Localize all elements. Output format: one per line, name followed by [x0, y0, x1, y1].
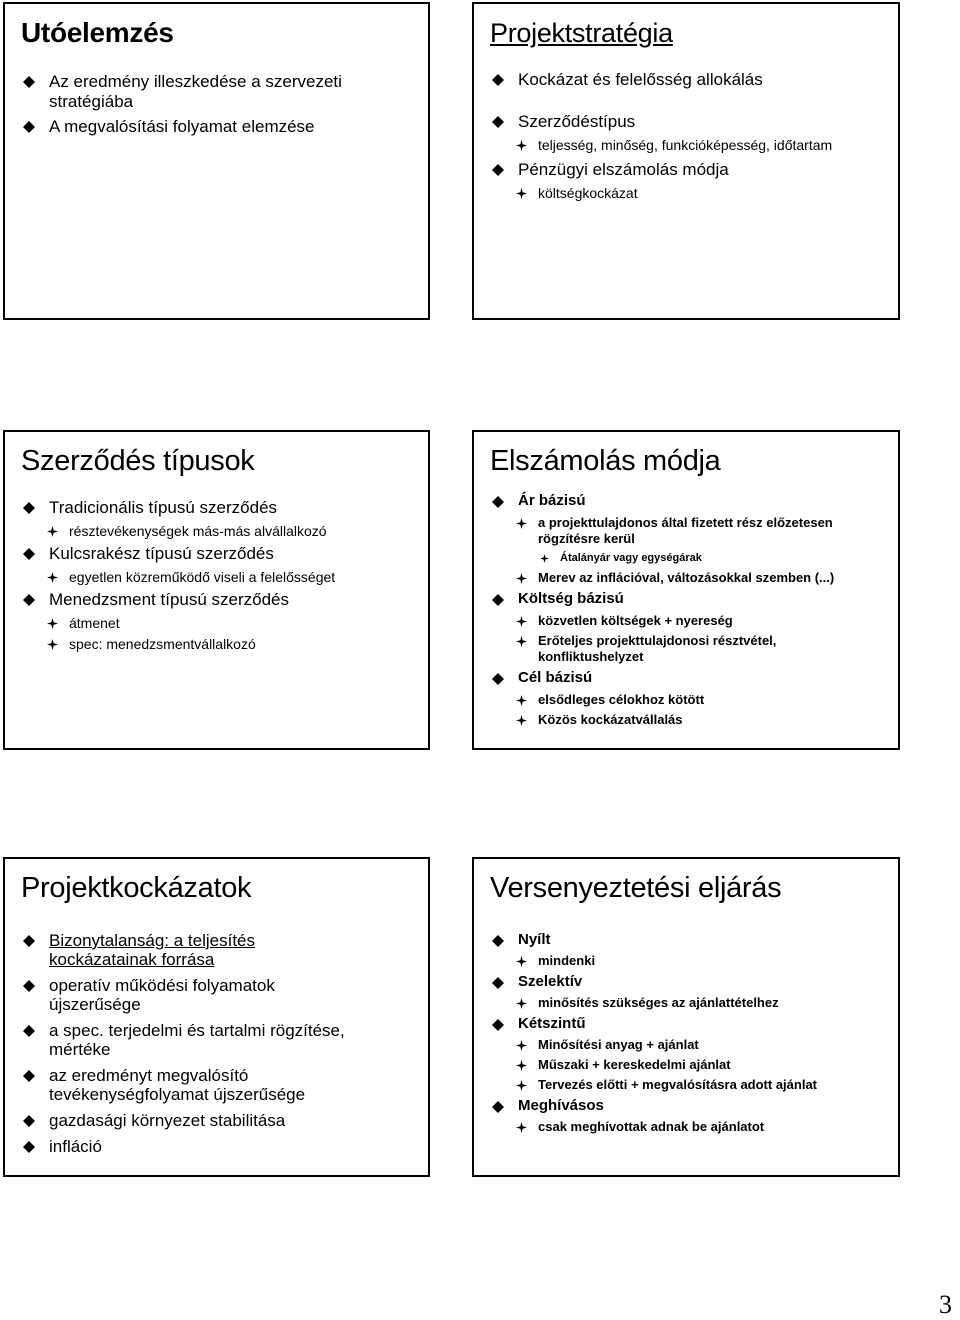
bullet-item — [490, 492, 884, 510]
four-point-star-bullet-icon — [516, 518, 527, 529]
bullet-item — [21, 1066, 414, 1105]
four-point-star-bullet-icon — [516, 1040, 527, 1051]
four-point-star-bullet-icon — [516, 1060, 527, 1071]
four-point-star-bullet-icon — [516, 188, 527, 199]
sub-bullet-text: egyetlen közreműködő viseli a felelősséget — [69, 569, 336, 585]
sub-bullet-text: Közös kockázatvállalás — [538, 712, 683, 727]
sub-bullet-item — [490, 1119, 884, 1135]
sub-bullet-item — [490, 613, 884, 629]
diamond-bullet-icon — [23, 1115, 35, 1127]
four-point-star-bullet-icon — [516, 998, 527, 1009]
sub-bullet-item — [21, 615, 414, 632]
sub-bullet-item — [490, 1037, 884, 1053]
sub-bullet-item — [490, 1077, 884, 1093]
sub-bullet-item — [490, 633, 884, 665]
slide-title: Versenyeztetési eljárás — [490, 872, 782, 904]
bullet-text: Kockázat és felelősség allokálás — [518, 70, 763, 89]
four-point-star-bullet-icon — [516, 616, 527, 627]
four-point-star-bullet-icon — [516, 1122, 527, 1133]
diamond-bullet-icon — [492, 673, 504, 685]
sub-bullet-item — [21, 636, 414, 653]
sub-bullet-item — [490, 995, 884, 1011]
slide-title: Elszámolás módja — [490, 445, 721, 477]
bullet-text: Meghívásos — [518, 1097, 604, 1114]
page-number: 3 — [939, 1290, 952, 1319]
bullet-text: Pénzügyi elszámolás módja — [518, 160, 729, 179]
four-point-star-bullet-icon — [47, 572, 58, 583]
sub-bullet-item — [490, 953, 884, 969]
sub-bullet-text: Minősítési anyag + ajánlat — [538, 1037, 699, 1052]
bullet-text: Az eredmény illeszkedése a szervezeti stratégiába — [49, 72, 342, 111]
bullet-text: infláció — [49, 1137, 102, 1156]
bullet-text: Nyílt — [518, 931, 551, 948]
bullet-item — [490, 669, 884, 687]
sub-bullet-item — [490, 570, 884, 586]
bullet-text: Kétszintű — [518, 1015, 586, 1032]
bullet-item — [21, 976, 414, 1015]
diamond-bullet-icon — [492, 496, 504, 508]
bullet-text: az eredményt megvalósító tevékenységfolyamat újszerűsége — [49, 1066, 306, 1104]
bullet-item — [490, 70, 884, 90]
sub-bullet-item — [490, 1057, 884, 1073]
bullet-item — [21, 590, 414, 610]
slide-title: Szerződés típusok — [21, 445, 255, 477]
sub-bullet-text: minősítés szükséges az ajánlattételhez — [538, 995, 779, 1010]
diamond-bullet-icon — [492, 594, 504, 606]
diamond-bullet-icon — [492, 935, 504, 947]
four-point-star-bullet-icon — [47, 639, 58, 650]
bullet-item — [21, 72, 414, 112]
diamond-bullet-icon — [492, 1019, 504, 1031]
diamond-bullet-icon — [23, 1070, 35, 1082]
diamond-bullet-icon — [23, 935, 35, 947]
four-point-star-bullet-icon — [516, 573, 527, 584]
diamond-bullet-icon — [492, 977, 504, 989]
bullet-text: a spec. terjedelmi és tartalmi rögzítése, mértéke — [49, 1021, 345, 1059]
bullet-item — [21, 1111, 414, 1131]
bullet-item — [490, 1015, 884, 1033]
sub-bullet-item — [490, 515, 884, 547]
bullet-text: Kulcsrakész típusú szerződés — [49, 544, 274, 563]
bullet-item — [490, 931, 884, 949]
diamond-bullet-icon — [23, 1141, 35, 1153]
diamond-bullet-icon — [23, 76, 35, 88]
bullet-item — [490, 973, 884, 991]
sub-bullet-text: mindenki — [538, 953, 596, 968]
sub-bullet-text: a projekttulajdonos által fizetett rész előzetesen rögzítésre kerül — [538, 515, 833, 546]
diamond-bullet-icon — [23, 980, 35, 992]
four-point-star-bullet-icon — [47, 618, 58, 629]
four-point-star-bullet-icon — [516, 715, 527, 726]
bullet-text: Költség bázisú — [518, 590, 624, 607]
diamond-bullet-icon — [23, 502, 35, 514]
bullet-item — [21, 544, 414, 564]
bullet-item — [490, 160, 884, 180]
bullet-item — [21, 498, 414, 518]
bullet-text: operatív működési folyamatok újszerűsége — [49, 976, 275, 1014]
sub-bullet-text: teljesség, minőség, funkcióképesség, időtartam — [538, 137, 833, 153]
sub-bullet-item — [490, 137, 884, 154]
four-point-star-bullet-icon — [516, 636, 527, 647]
slide-elszamolas-modja — [472, 430, 900, 750]
bullet-item — [21, 1021, 414, 1060]
four-point-star-bullet-icon — [516, 1080, 527, 1091]
diamond-bullet-icon — [23, 1025, 35, 1037]
slide-projektkockazatok — [3, 857, 430, 1177]
bullet-item — [490, 1097, 884, 1115]
bullet-item — [21, 1137, 414, 1157]
bullet-text: Ár bázisú — [518, 492, 586, 509]
sub-bullet-text: Merev az inflációval, változásokkal szemben (...) — [538, 570, 835, 585]
slide-versenyeztetesi-eljaras — [472, 857, 900, 1177]
sub-bullet-text: Műszaki + kereskedelmi ajánlat — [538, 1057, 731, 1072]
sub-bullet-text: résztevékenységek más-más alvállalkozó — [69, 523, 327, 539]
diamond-bullet-icon — [23, 121, 35, 133]
bullet-item — [490, 112, 884, 132]
sub-bullet-text: átmenet — [69, 615, 120, 631]
sub-sub-bullet-text: Átalányár vagy egységárak — [560, 552, 702, 564]
diamond-bullet-icon — [23, 594, 35, 606]
diamond-bullet-icon — [492, 1101, 504, 1113]
sub-bullet-text: elsődleges célokhoz kötött — [538, 692, 705, 707]
diamond-bullet-icon — [492, 164, 504, 176]
sub-sub-bullet-item — [490, 551, 884, 566]
sub-bullet-text: csak meghívottak adnak be ajánlatot — [538, 1119, 765, 1134]
sub-bullet-text: spec: menedzsmentvállalkozó — [69, 636, 256, 652]
bullet-text: Cél bázisú — [518, 669, 593, 686]
sub-bullet-item — [490, 712, 884, 728]
bullet-text: Bizonytalanság: a teljesítés kockázatainak forrása — [49, 931, 256, 969]
four-point-star-bullet-icon — [516, 695, 527, 706]
sub-bullet-item — [490, 185, 884, 202]
sub-bullet-text: költségkockázat — [538, 185, 638, 201]
sub-bullet-item — [490, 692, 884, 708]
slide-projektstrategia — [472, 2, 900, 320]
slide-title: Utóelemzés — [21, 17, 174, 48]
sub-bullet-text: Erőteljes projekttulajdonosi résztvétel, konfliktushelyzet — [538, 633, 777, 664]
bullet-text: Menedzsment típusú szerződés — [49, 590, 290, 609]
slide-title: Projektkockázatok — [21, 872, 252, 904]
four-point-star-bullet-icon — [516, 140, 527, 151]
four-point-star-bullet-icon — [516, 956, 527, 967]
sub-bullet-item — [21, 523, 414, 540]
slide-title: Projektstratégia — [490, 18, 673, 48]
bullet-item — [21, 931, 414, 970]
sub-bullet-text: közvetlen költségek + nyereség — [538, 613, 733, 628]
four-point-star-bullet-icon — [540, 554, 549, 563]
bullet-text: Szelektív — [518, 973, 583, 990]
bullet-item — [21, 117, 414, 137]
bullet-text: Szerződéstípus — [518, 112, 636, 131]
bullet-text: gazdasági környezet stabilitása — [49, 1111, 286, 1130]
diamond-bullet-icon — [23, 548, 35, 560]
diamond-bullet-icon — [492, 74, 504, 86]
bullet-text: A megvalósítási folyamat elemzése — [49, 117, 315, 136]
slide-szerzodes-tipusok — [3, 430, 430, 750]
four-point-star-bullet-icon — [47, 526, 58, 537]
bullet-text: Tradicionális típusú szerződés — [49, 498, 278, 517]
bullet-item — [490, 590, 884, 608]
diamond-bullet-icon — [492, 116, 504, 128]
slide-utoelemzes — [3, 2, 430, 320]
sub-bullet-item — [21, 569, 414, 586]
sub-bullet-text: Tervezés előtti + megvalósításra adott ajánlat — [538, 1077, 818, 1092]
